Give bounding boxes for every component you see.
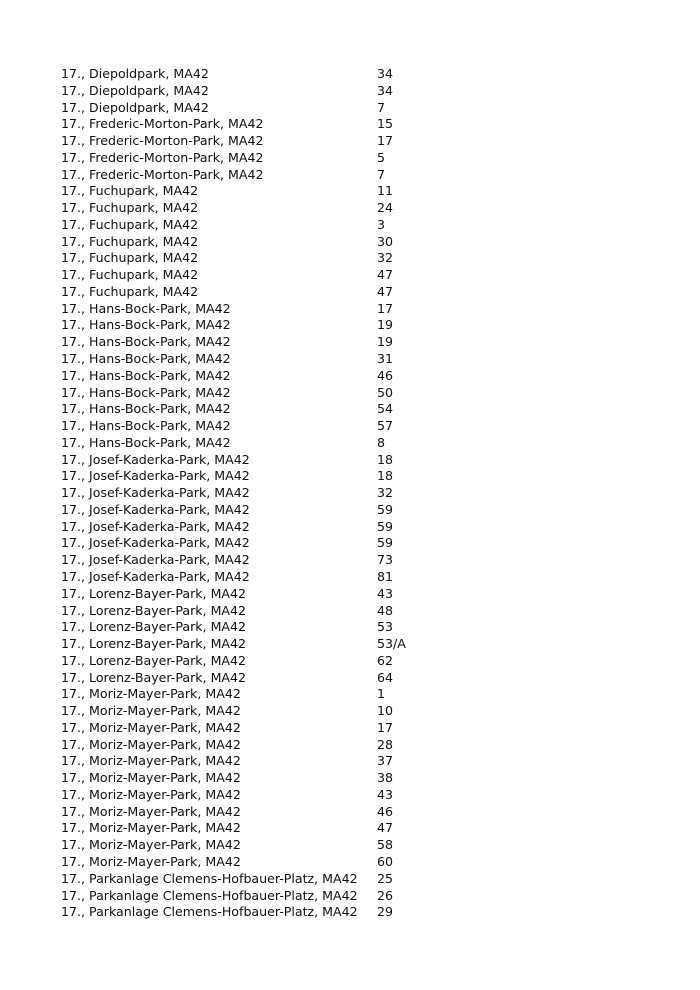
list-row: [61, 468, 406, 485]
park-number: 60: [377, 853, 394, 869]
park-name: 17., Moriz-Mayer-Park, MA42: [61, 719, 241, 735]
park-number: 59: [377, 518, 394, 534]
park-number: 73: [377, 552, 394, 568]
park-number: 8: [377, 434, 386, 450]
park-number: 3: [377, 216, 386, 232]
park-number: 17: [377, 133, 394, 149]
park-number: 64: [377, 669, 394, 685]
list-row: [61, 150, 406, 167]
park-name: 17., Moriz-Mayer-Park, MA42: [61, 703, 241, 719]
park-name: 17., Josef-Kaderka-Park, MA42: [61, 485, 250, 501]
list-row: [61, 519, 406, 536]
park-number: 7: [377, 99, 386, 115]
park-number: 32: [377, 250, 394, 266]
park-number: 53: [377, 619, 394, 635]
list-row: [61, 217, 406, 234]
list-row: [61, 904, 406, 921]
park-number: 34: [377, 82, 394, 98]
park-name: 17., Hans-Bock-Park, MA42: [61, 334, 231, 350]
park-name: 17., Josef-Kaderka-Park, MA42: [61, 451, 250, 467]
park-number: 32: [377, 485, 394, 501]
park-number: 81: [377, 568, 394, 584]
list-row: [61, 770, 406, 787]
list-row: [61, 435, 406, 452]
park-number: 47: [377, 820, 394, 836]
list-row: [61, 452, 406, 469]
list-row: [61, 116, 406, 133]
park-name: 17., Parkanlage Clemens-Hofbauer-Platz, MA42: [61, 904, 358, 920]
list-row: [61, 334, 406, 351]
park-name: 17., Josef-Kaderka-Park, MA42: [61, 552, 250, 568]
list-row: [61, 401, 406, 418]
park-number: 46: [377, 367, 394, 383]
park-number: 34: [377, 66, 394, 81]
list-row: [61, 317, 406, 334]
park-name: 17., Moriz-Mayer-Park, MA42: [61, 736, 241, 752]
park-name: 17., Hans-Bock-Park, MA42: [61, 384, 231, 400]
park-name: 17., Hans-Bock-Park, MA42: [61, 300, 231, 316]
park-name: 17., Fuchupark, MA42: [61, 250, 199, 266]
park-name: 17., Fuchupark, MA42: [61, 200, 199, 216]
park-number: 53/A: [377, 636, 406, 652]
list-row: [61, 301, 406, 318]
list-row: [61, 485, 406, 502]
list-row: [61, 385, 406, 402]
park-list: [61, 66, 406, 921]
park-number: 46: [377, 803, 394, 819]
list-row: [61, 854, 406, 871]
park-name: 17., Diepoldpark, MA42: [61, 82, 209, 98]
list-row: [61, 569, 406, 586]
list-row: [61, 535, 406, 552]
list-row: [61, 351, 406, 368]
park-number: 17: [377, 300, 394, 316]
list-row: [61, 267, 406, 284]
park-number: 59: [377, 535, 394, 551]
park-name: 17., Lorenz-Bayer-Park, MA42: [61, 602, 247, 618]
park-number: 1: [377, 686, 386, 702]
list-row: [61, 502, 406, 519]
park-name: 17., Moriz-Mayer-Park, MA42: [61, 837, 241, 853]
list-row: [61, 250, 406, 267]
park-name: 17., Fuchupark, MA42: [61, 267, 199, 283]
list-row: [61, 871, 406, 888]
park-name: 17., Hans-Bock-Park, MA42: [61, 351, 231, 367]
list-row: [61, 100, 406, 117]
list-row: [61, 686, 406, 703]
park-name: 17., Parkanlage Clemens-Hofbauer-Platz, MA42: [61, 870, 358, 886]
park-name: 17., Hans-Bock-Park, MA42: [61, 317, 231, 333]
park-number: 7: [377, 166, 386, 182]
park-number: 50: [377, 384, 394, 400]
park-number: 47: [377, 267, 394, 283]
park-name: 17., Hans-Bock-Park, MA42: [61, 434, 231, 450]
list-row: [61, 753, 406, 770]
park-name: 17., Moriz-Mayer-Park, MA42: [61, 820, 241, 836]
park-number: 57: [377, 418, 394, 434]
park-name: 17., Hans-Bock-Park, MA42: [61, 401, 231, 417]
list-row: [61, 703, 406, 720]
park-name: 17., Moriz-Mayer-Park, MA42: [61, 786, 241, 802]
park-name: 17., Moriz-Mayer-Park, MA42: [61, 853, 241, 869]
park-name: 17., Lorenz-Bayer-Park, MA42: [61, 652, 247, 668]
park-name: 17., Moriz-Mayer-Park, MA42: [61, 803, 241, 819]
list-row: [61, 653, 406, 670]
park-number: 18: [377, 468, 394, 484]
park-number: 10: [377, 703, 394, 719]
list-row: [61, 720, 406, 737]
park-name: 17., Josef-Kaderka-Park, MA42: [61, 468, 250, 484]
list-row: [61, 368, 406, 385]
list-row: [61, 586, 406, 603]
park-name: 17., Fuchupark, MA42: [61, 216, 199, 232]
park-number: 29: [377, 904, 394, 920]
park-number: 30: [377, 233, 394, 249]
park-number: 43: [377, 585, 394, 601]
park-number: 11: [377, 183, 394, 199]
park-name: 17., Moriz-Mayer-Park, MA42: [61, 753, 241, 769]
park-name: 17., Lorenz-Bayer-Park, MA42: [61, 669, 247, 685]
park-name: 17., Frederic-Morton-Park, MA42: [61, 149, 264, 165]
list-row: [61, 670, 406, 687]
list-row: [61, 183, 406, 200]
park-number: 19: [377, 334, 394, 350]
park-name: 17., Josef-Kaderka-Park, MA42: [61, 518, 250, 534]
list-row: [61, 603, 406, 620]
park-name: 17., Josef-Kaderka-Park, MA42: [61, 501, 250, 517]
park-name: 17., Frederic-Morton-Park, MA42: [61, 166, 264, 182]
park-number: 18: [377, 451, 394, 467]
list-row: [61, 636, 406, 653]
park-number: 28: [377, 736, 394, 752]
park-number: 26: [377, 887, 394, 903]
park-name: 17., Moriz-Mayer-Park, MA42: [61, 770, 241, 786]
list-row: [61, 234, 406, 251]
park-name: 17., Josef-Kaderka-Park, MA42: [61, 535, 250, 551]
list-row: [61, 737, 406, 754]
park-number: 19: [377, 317, 394, 333]
park-name: 17., Fuchupark, MA42: [61, 283, 199, 299]
list-row: [61, 418, 406, 435]
park-name: 17., Hans-Bock-Park, MA42: [61, 367, 231, 383]
park-number: 54: [377, 401, 394, 417]
park-name: 17., Moriz-Mayer-Park, MA42: [61, 686, 241, 702]
park-name: 17., Hans-Bock-Park, MA42: [61, 418, 231, 434]
list-row: [61, 167, 406, 184]
park-name: 17., Diepoldpark, MA42: [61, 99, 209, 115]
park-name: 17., Diepoldpark, MA42: [61, 66, 209, 81]
park-number: 17: [377, 719, 394, 735]
park-number: 38: [377, 770, 394, 786]
park-number: 62: [377, 652, 394, 668]
park-name: 17., Fuchupark, MA42: [61, 233, 199, 249]
list-row: [61, 787, 406, 804]
park-name: 17., Lorenz-Bayer-Park, MA42: [61, 636, 247, 652]
park-number: 37: [377, 753, 394, 769]
park-number: 43: [377, 786, 394, 802]
park-name: 17., Frederic-Morton-Park, MA42: [61, 116, 264, 132]
list-row: [61, 83, 406, 100]
park-number: 48: [377, 602, 394, 618]
list-row: [61, 200, 406, 217]
park-number: 31: [377, 351, 394, 367]
list-row: [61, 284, 406, 301]
list-row: [61, 804, 406, 821]
park-number: 25: [377, 870, 394, 886]
list-row: [61, 837, 406, 854]
park-number: 15: [377, 116, 394, 132]
park-name: 17., Frederic-Morton-Park, MA42: [61, 133, 264, 149]
park-name: 17., Lorenz-Bayer-Park, MA42: [61, 619, 247, 635]
park-number: 24: [377, 200, 394, 216]
park-number: 47: [377, 283, 394, 299]
list-row: [61, 619, 406, 636]
park-name: 17., Lorenz-Bayer-Park, MA42: [61, 585, 247, 601]
park-number: 59: [377, 501, 394, 517]
park-number: 58: [377, 837, 394, 853]
list-row: [61, 66, 406, 83]
park-name: 17., Josef-Kaderka-Park, MA42: [61, 568, 250, 584]
list-row: [61, 820, 406, 837]
list-row: [61, 552, 406, 569]
park-name: 17., Fuchupark, MA42: [61, 183, 199, 199]
list-row: [61, 133, 406, 150]
park-name: 17., Parkanlage Clemens-Hofbauer-Platz, MA42: [61, 887, 358, 903]
list-row: [61, 888, 406, 905]
park-number: 5: [377, 149, 386, 165]
